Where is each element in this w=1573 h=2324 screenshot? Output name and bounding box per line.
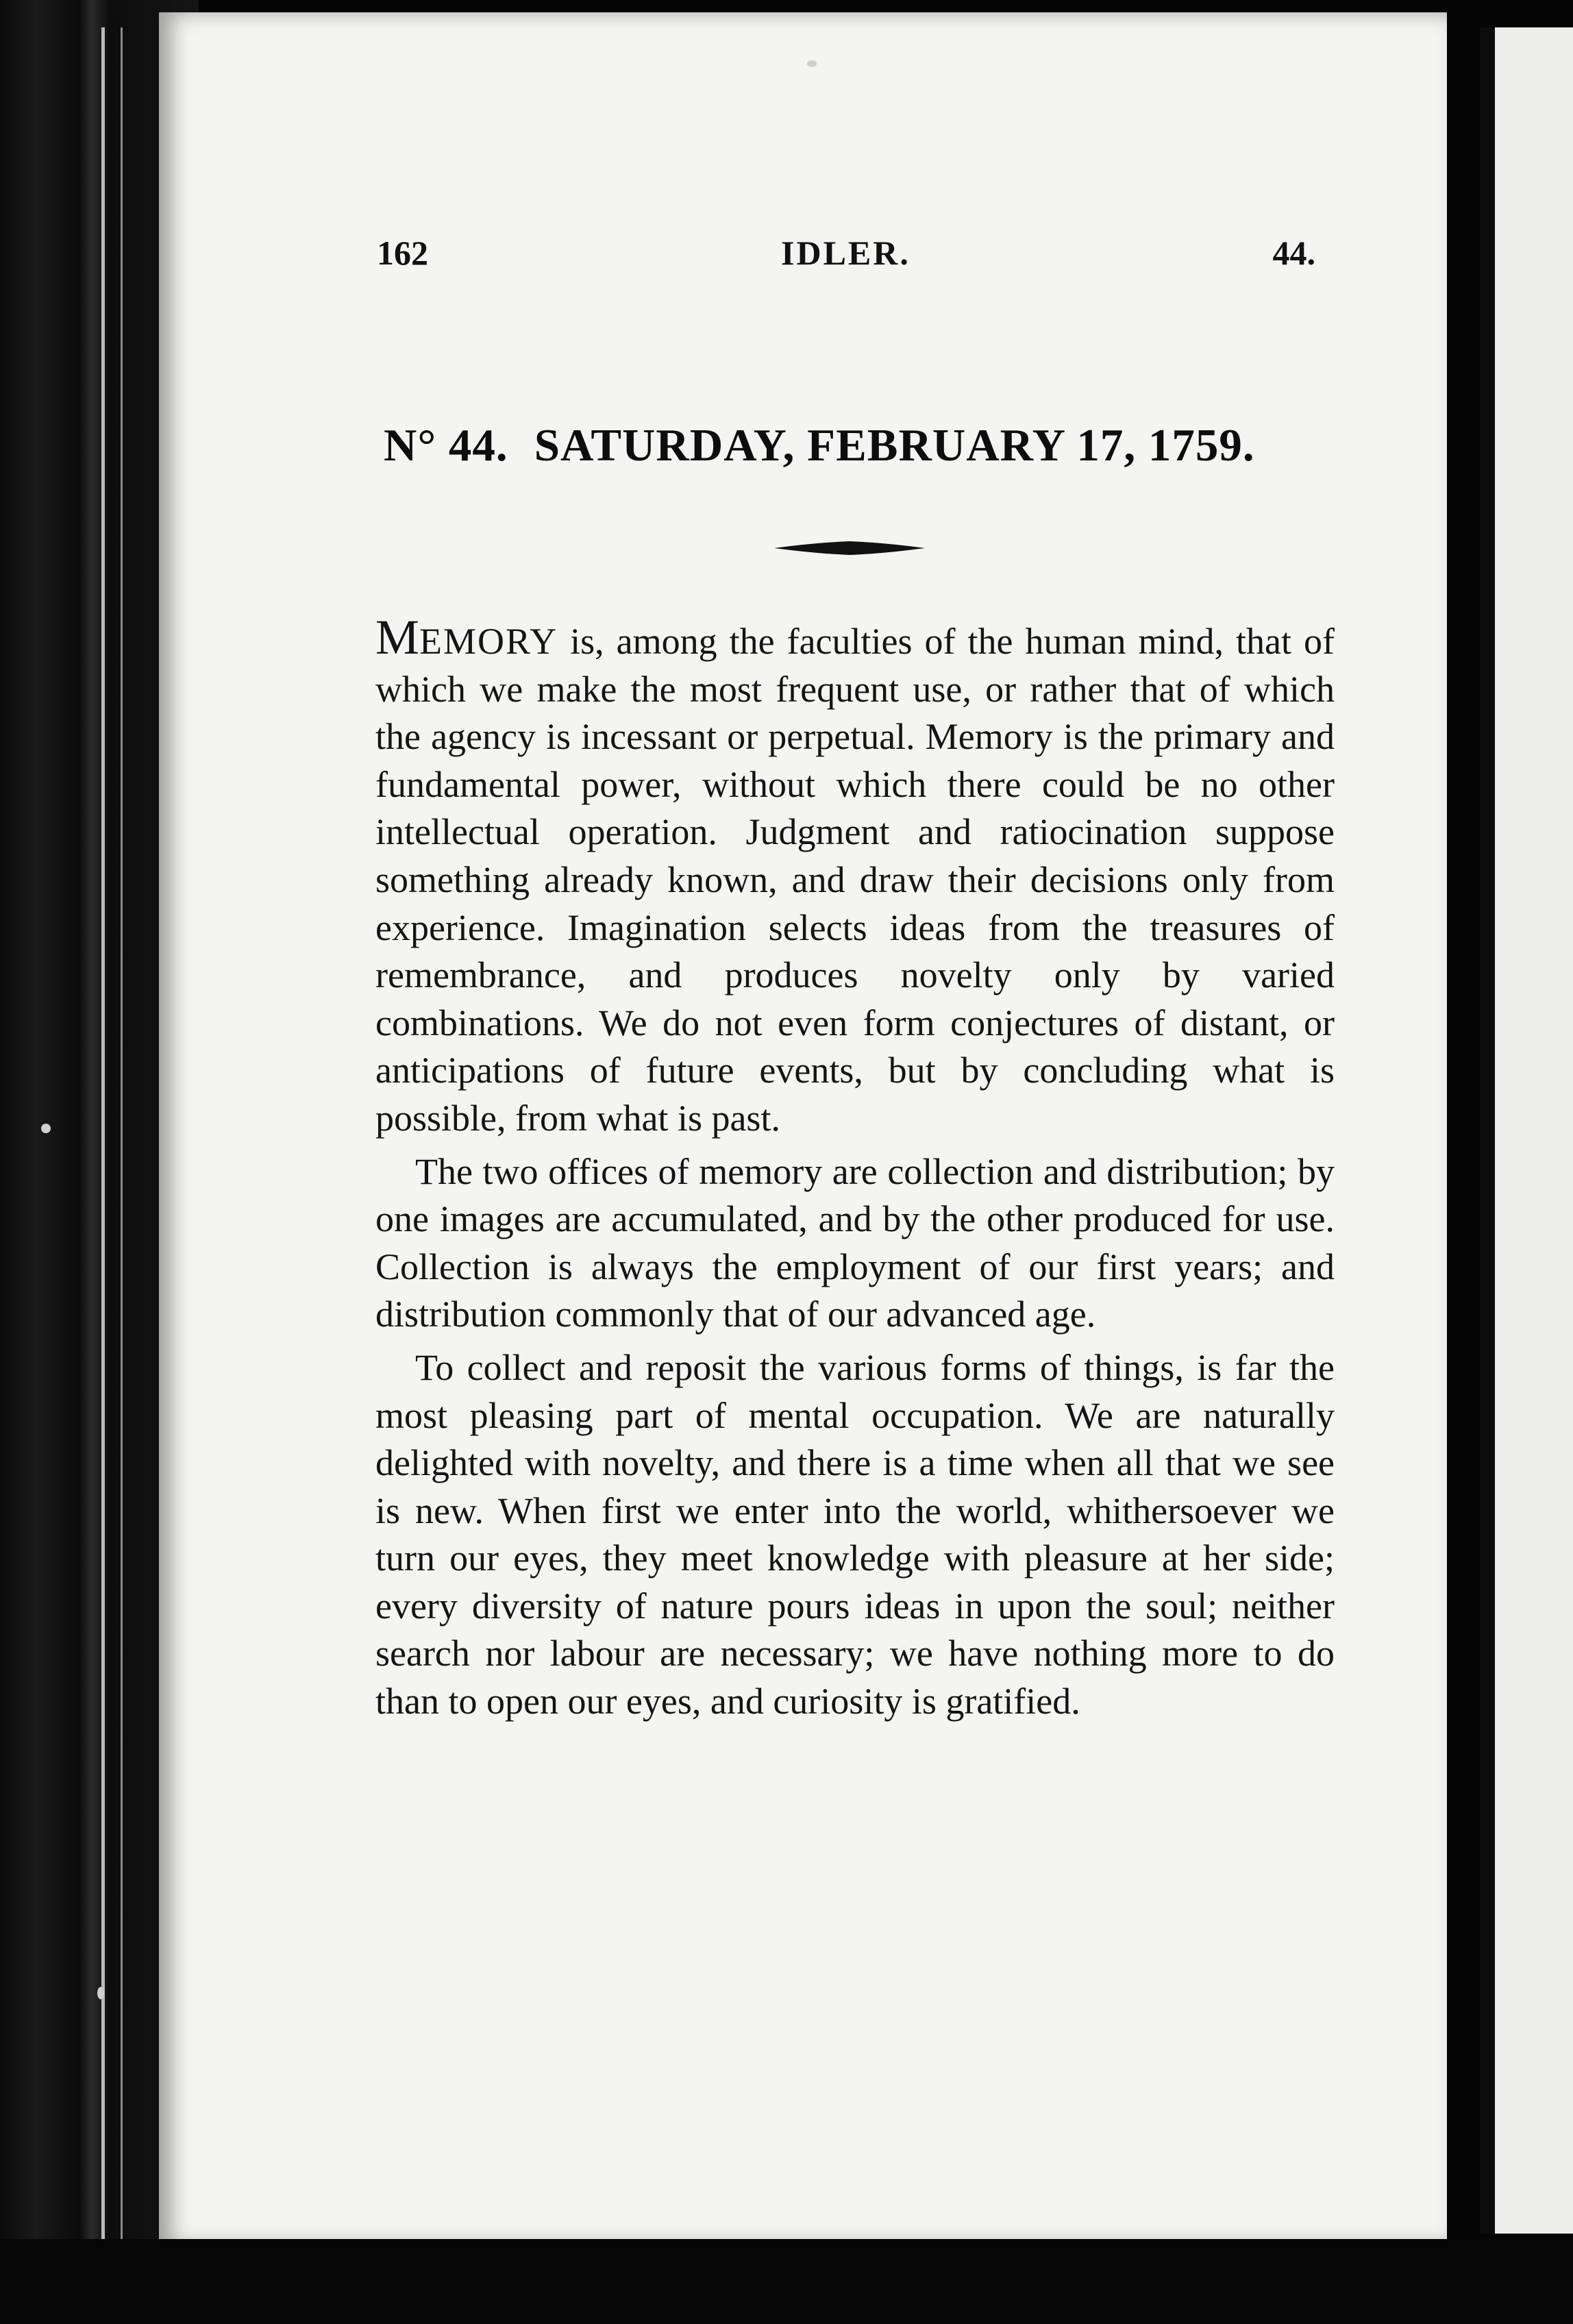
initial-letter: M: [375, 610, 420, 665]
page-edge-line: [101, 27, 105, 2247]
article-date: SATURDAY, FEBRUARY 17, 1759.: [534, 420, 1255, 471]
article-body: [375, 610, 1335, 1726]
paragraph-text: is, among the faculties of the human mind, that of which we make the most frequent use, or rather that of which the agency is incessant or perpetual. Memory is the primary and fundamental power, without which there could be no other intellectual operation. Judgment and ratiocination suppose something already known, and draw their decisions only from experience. Imagination selects ideas from the treasures of remembrance, and produces novelty only by varied combinations. We do not even form conjectures of distant, or anticipations of future events, but by concluding what is possible, from what is past.: [375, 621, 1335, 1139]
ornamental-rule-icon: [774, 539, 925, 558]
first-word: EMORY: [419, 621, 558, 662]
article-number: N° 44.: [384, 420, 508, 471]
facing-page-edge: [1480, 27, 1573, 2234]
scan-speck: [807, 60, 817, 67]
running-head: [377, 233, 1315, 281]
running-title: IDLER.: [781, 234, 911, 272]
paragraph: To collect and reposit the various forms of things, is far the most pleasing part of mental occupation. We are naturally delighted with novelty, and there is a time when all that we see is new. When first we enter into the world, whithersoever we turn our eyes, they meet knowledge with pleasure at her side; every diversity of nature pours ideas in upon the soul; neither search nor labour are necessary; we have nothing more to do than to open our eyes, and curiosity is gratified.: [375, 1346, 1335, 1722]
scan-speck: [97, 1987, 104, 1999]
page-edge-line: [121, 27, 123, 2247]
issue-number: 44.: [1272, 234, 1315, 272]
scan-background: [0, 2239, 1573, 2324]
article-heading: [384, 419, 1322, 472]
paragraph: The two offices of memory are collection and distribution; by one images are accumulated, and by the other produced for use. Collection is always the employment of our first years; and distribution commonly that of our advanced age.: [375, 1150, 1335, 1335]
page-number: 162: [377, 234, 428, 272]
paragraph: [375, 610, 1335, 1143]
scan-speck: [41, 1124, 51, 1133]
